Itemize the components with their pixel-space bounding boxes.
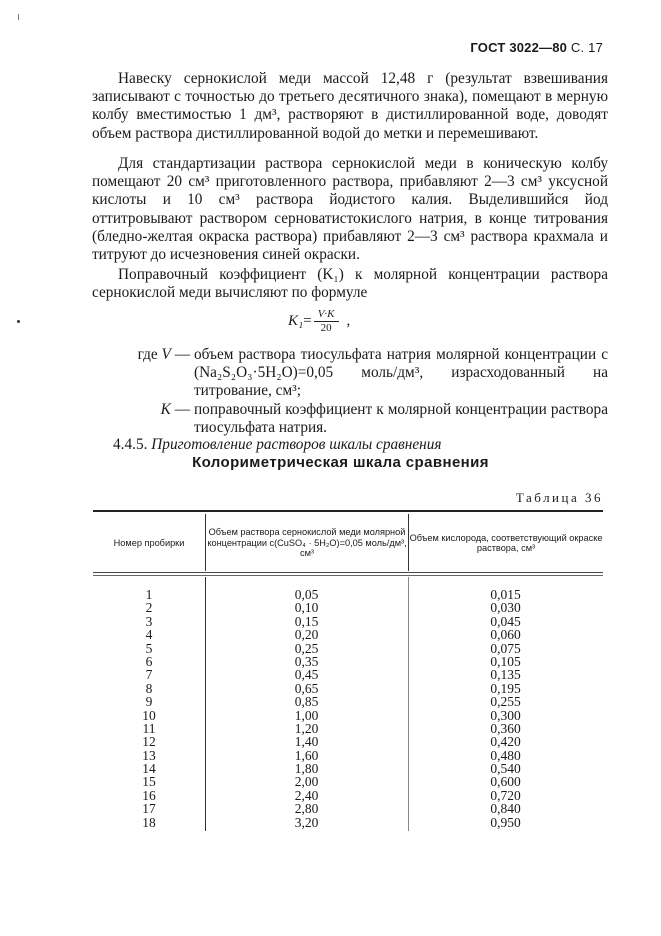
- definition-label: K —: [160, 400, 190, 418]
- section-heading: [113, 436, 442, 454]
- definition-text: поправочный коэффициент к молярной концентрации раствора тиосульфата натрия.: [194, 400, 608, 436]
- column-header-oxygen-volume: Объем кислорода, соответствующий окраске раствора, см³: [409, 532, 603, 553]
- table-header-rule: [93, 575, 603, 576]
- table-row: 2 0,10 0,030: [145, 600, 521, 616]
- table-title: Колориметрическая шкала сравнения: [192, 454, 489, 471]
- formula-numerator: V·K: [314, 308, 339, 322]
- paragraph-standardization: Для стандартизации раствора сернокислой меди в коническую колбу помещают 20 см³ приготовленного раствора, прибавляют 2—3 см³ уксусной кислоты и 10 см³ раствора йодистого калия. Выделившийся йод оттитровывают раствором серноватистокислого натрия, в конце титрования (бледно-желтая окраска раствора) прибавляют 2—3 см³ раствора крахмала и титруют до исчезновения синей окраски.: [92, 155, 608, 264]
- section-number: 4.4.5.: [113, 436, 148, 453]
- section-title: Приготовление растворов шкалы сравнения: [151, 436, 442, 453]
- formula-denominator: 20: [320, 322, 332, 334]
- table-row: 10 1,00 0,300: [142, 707, 521, 723]
- table-row: 5 0,25 0,075: [145, 640, 521, 656]
- table-row: 16 2,40 0,720: [142, 787, 521, 803]
- paragraph-weighing: Навеску сернокислой меди массой 12,48 г (результат взвешивания записывают с точностью до третьего десятичного знака), помещают в мерную колбу вместимостью 1 дм³, растворяют в дистиллированной воде, доводят объем раствора дистиллированной водой до метки и перемешивают.: [92, 70, 608, 142]
- scan-mark: [18, 14, 19, 20]
- formula: [288, 308, 350, 335]
- page-number: С. 17: [570, 40, 603, 55]
- table-row: 1 0,05 0,015: [145, 587, 521, 602]
- formula-comma: ,: [346, 313, 351, 329]
- table-row: 9 0,85 0,255: [145, 694, 521, 710]
- scan-dot: [17, 320, 20, 323]
- table-top-rule: [93, 510, 603, 512]
- table-body: [93, 588, 603, 829]
- table-row: 18 3,20 0,950: [142, 814, 521, 830]
- formula-equals: =: [303, 313, 312, 329]
- table-row: 12 1,40 0,420: [142, 734, 521, 750]
- formula-fraction: [314, 308, 339, 335]
- column-header-copper-sulfate-volume: Объем раствора сернокислой меди молярной концентрации c(CuSO₄ · 5H₂O)=0,05 моль/дм³, см³: [207, 527, 407, 559]
- definition-label: где V —: [137, 346, 190, 363]
- table-row: 14 1,80 0,540: [142, 761, 521, 777]
- table-row: 6 0,35 0,105: [145, 653, 521, 669]
- table-row: 3 0,15 0,045: [145, 613, 521, 629]
- definition-k: [108, 401, 608, 437]
- table-row: 15 2,00 0,600: [142, 774, 521, 790]
- paragraph-correction-factor: Поправочный коэффициент (K₁) к молярной концентрации раствора сернокислой меди вычисляют по формуле: [92, 266, 608, 302]
- page-header: [470, 40, 603, 55]
- definition-v: [108, 346, 608, 401]
- table-header-rule: [93, 572, 603, 573]
- table-row: 8 0,65 0,195: [145, 680, 521, 696]
- column-header-tube-number: Номер пробирки: [113, 537, 185, 548]
- table-row: 11 1,20 0,360: [142, 720, 521, 736]
- standard-number: ГОСТ 3022—80: [470, 40, 568, 55]
- table-row: 4 0,20 0,060: [145, 627, 521, 643]
- definitions: [108, 346, 608, 437]
- table-row: 13 1,60 0,480: [142, 747, 521, 763]
- table-label: Таблица 36: [515, 490, 603, 505]
- table-row: 17 2,80 0,840: [142, 801, 521, 817]
- definition-text: объем раствора тиосульфата натрия молярной концентрации c (Na₂S₂O₃·5H₂O)=0,05 моль/дм³, израсходованный на титрование, см³;: [194, 346, 608, 400]
- formula-lhs: K₁: [288, 313, 304, 329]
- table-row: 7 0,45 0,135: [145, 667, 521, 683]
